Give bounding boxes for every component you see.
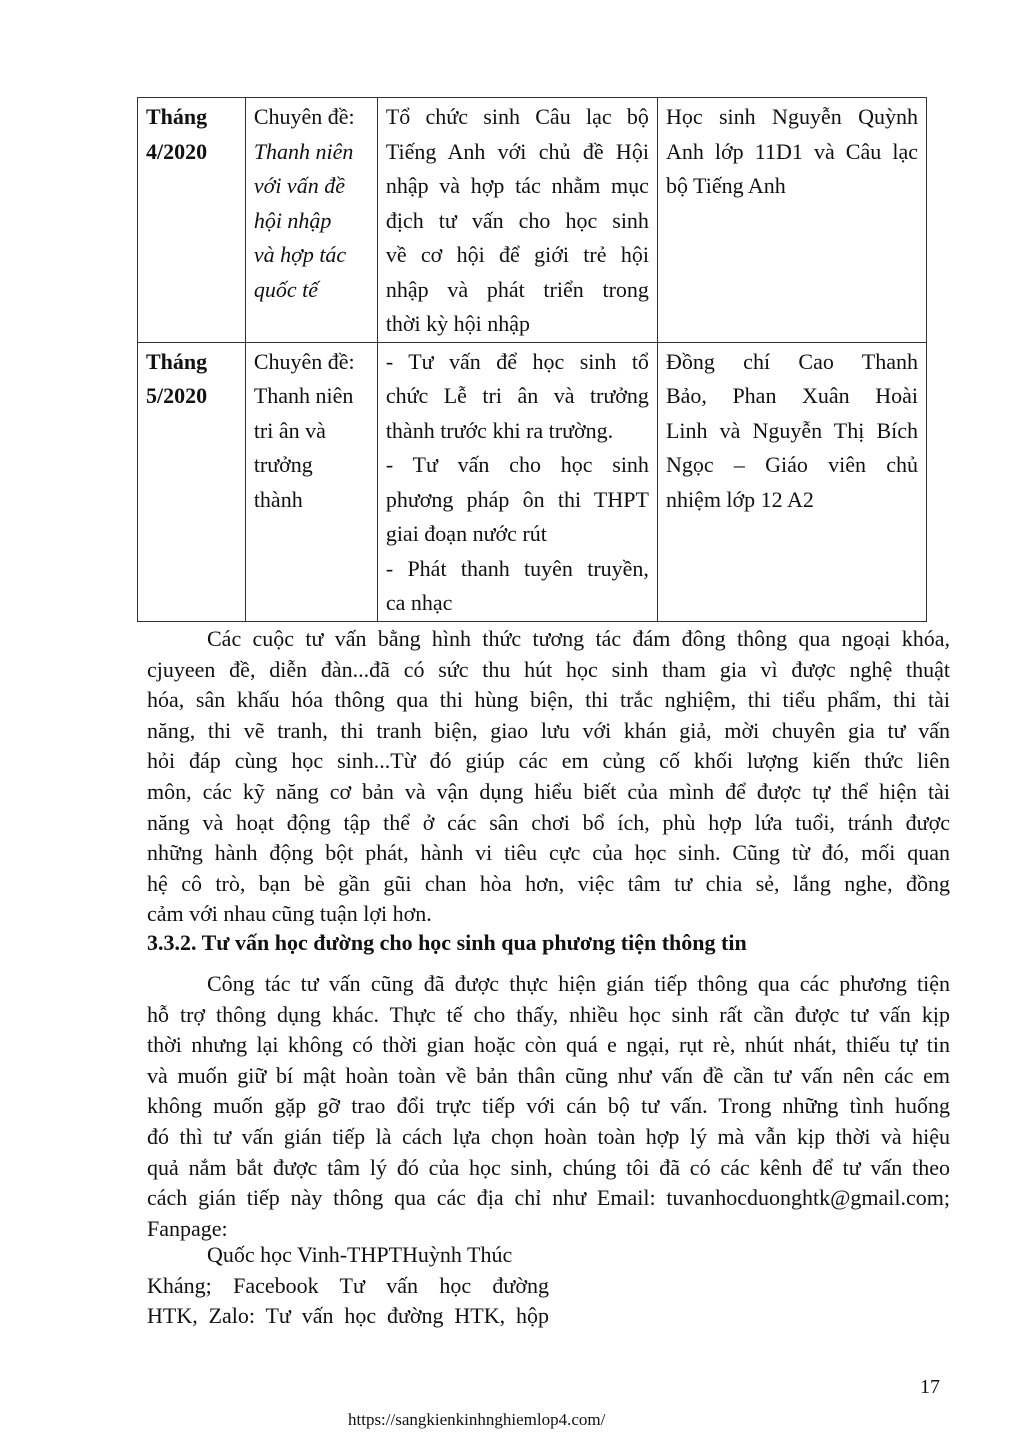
table-row — [138, 342, 927, 621]
topic-cell: Chuyên đề: Thanh niên tri ân và trưởng thành — [245, 342, 377, 621]
month-cell: Tháng 5/2020 — [138, 342, 246, 621]
content-cell: Tổ chức sinh Câu lạc bộ Tiếng Anh với chủ đề Hội nhập và hợp tác nhằm mục địch tư vấn cho học sinh về cơ hội để giới trẻ hội nhập và phát triển trong thời kỳ hội nhập — [377, 98, 657, 343]
paragraph-channels: Quốc học Vinh-THPTHuỳnh Thúc Kháng; Facebook Tư vấn học đường HTK, Zalo: Tư vấn học đường HTK, hộp — [147, 1242, 549, 1329]
lead-cell: Học sinh Nguyễn Quỳnh Anh lớp 11D1 và Câu lạc bộ Tiếng Anh — [657, 98, 926, 343]
page-number: 17 — [920, 1376, 940, 1398]
table-row — [138, 98, 927, 343]
lead-cell: Đồng chí Cao Thanh Bảo, Phan Xuân Hoài Linh và Nguyễn Thị Bích Ngọc – Giáo viên chủ nhiệm lớp 12 A2 — [657, 342, 926, 621]
paragraph-interaction: Các cuộc tư vấn bằng hình thức tương tác đám đông thông qua ngoại khóa, cjuyeen đề, diễn đàn...đã có sức thu hút học sinh tham gia vì được nghệ thuật hóa, sân khấu hóa thông qua thi hùng biện, thi trắc nghiệm, thi tiểu phẩm, thi tài năng, thi vẽ tranh, thi tranh biện, giao lưu với khán giả, mời chuyên gia tư vấn hỏi đáp cùng học sinh...Từ đó giúp các em củng cố khối lượng kiến thức liên môn, các kỹ năng cơ bản và vận dụng hiểu biết của mình để được tự thể hiện tài năng và hoạt động tập thể ở các sân chơi bổ ích, phù hợp lứa tuổi, tránh được những hành động bột phát, hành vi tiêu cực của học sinh. Cũng từ đó, mối quan hệ cô trò, bạn bè gần gũi chan hòa hơn, việc tâm tư chia sẻ, lắng nghe, đồng cảm với nhau cũng tuận lợi hơn. — [147, 626, 950, 927]
content-cell: - Tư vấn để học sinh tổ chức Lễ tri ân và trưởng thành trước khi ra trường. - Tư vấn cho học sinh phương pháp ôn thi THPT giai đoạn nước rút - Phát thanh tuyên truyền, ca nhạc — [377, 342, 657, 621]
activity-table — [137, 97, 927, 622]
topic-cell: Chuyên đề: Thanh niên với vấn đề hội nhập và hợp tác quốc tế — [245, 98, 377, 343]
month-cell: Tháng 4/2020 — [138, 98, 246, 343]
footer-url: https://sangkienkinhnghiemlop4.com/ — [348, 1410, 606, 1429]
section-heading: 3.3.2. Tư vấn học đường cho học sinh qua phương tiện thông tin — [147, 930, 747, 955]
paragraph-media: Công tác tư vấn cũng đã được thực hiện gián tiếp thông qua các phương tiện hỗ trợ thông dụng khác. Thực tế cho thấy, nhiều học sinh rất cần được tư vấn kịp thời nhưng lại không có thời gian hoặc còn quá e ngại, rụt rè, nhút nhát, thiếu tự tin và muốn giữ bí mật hoàn toàn về bản thân cũng như vấn đề cần tư vấn nên các em không muốn gặp gỡ trao đổi trực tiếp với cán bộ tư vấn. Trong những tình huống đó thì tư vấn gián tiếp là cách lựa chọn hoàn toàn hợp lý mà vẫn kịp thời và hiệu quả nắm bắt được tâm lý đó của học sinh, chúng tôi đã có các kênh để tư vấn theo cách gián tiếp này thông qua các địa chỉ như Email: tuvanhocduonghtk@gmail.com; Fanpage: — [147, 971, 950, 1241]
